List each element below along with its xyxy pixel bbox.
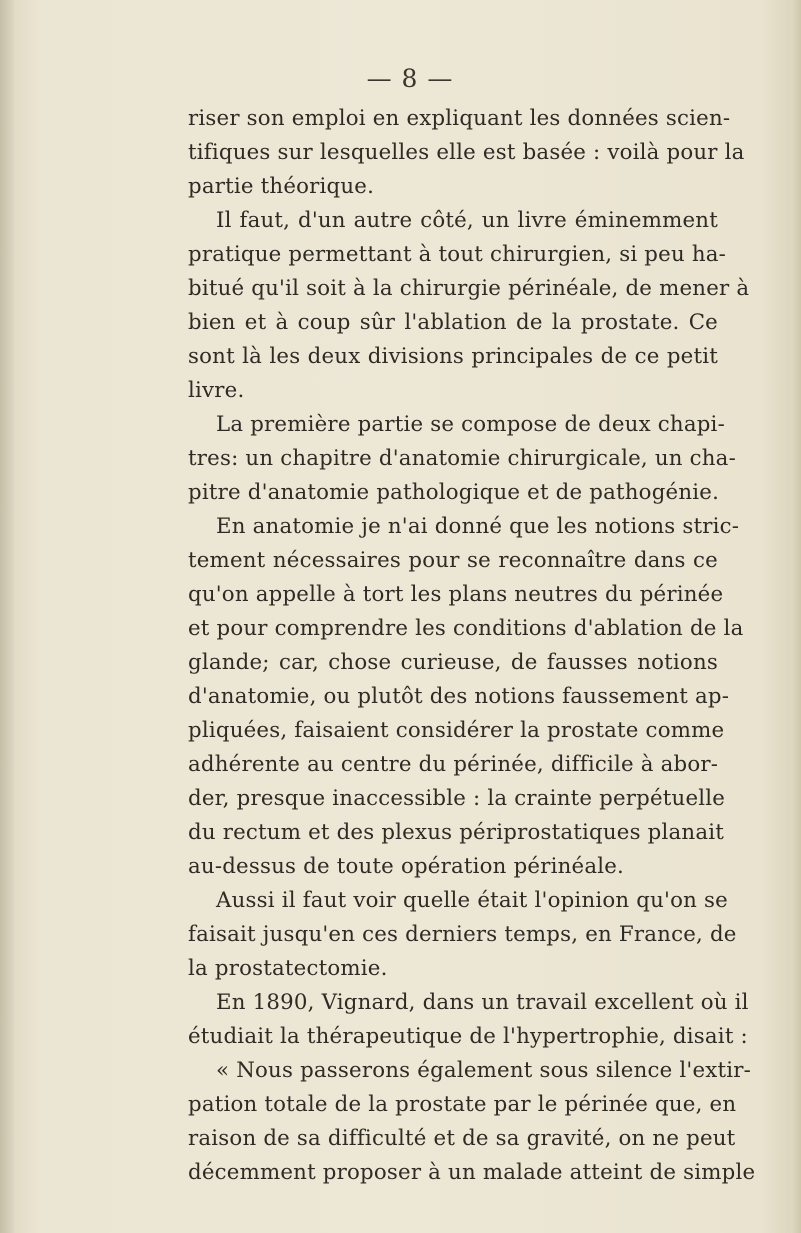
text-line: la prostatectomie. xyxy=(188,956,388,981)
text-line: pation totale de la prostate par le périnée que, en xyxy=(188,1092,737,1117)
text-line: d'anatomie, ou plutôt des notions faussement ap- xyxy=(188,684,730,709)
text-line: du rectum et des plexus périprostatiques planait xyxy=(188,820,725,845)
page-left-edge xyxy=(0,0,14,1233)
text-line: bitué qu'il soit à la chirurgie périnéale, de mener à xyxy=(188,276,750,301)
text-line: tres: un chapitre d'anatomie chirurgicale, un cha- xyxy=(188,446,736,471)
text-line: Aussi il faut voir quelle était l'opinion qu'on se xyxy=(216,888,728,913)
text-line: sont là les deux divisions principales de ce petit xyxy=(188,344,718,369)
text-line: bien et à coup sûr l'ablation de la prostate. Ce xyxy=(188,310,718,335)
text-line: « Nous passerons également sous silence l'extir- xyxy=(216,1058,752,1083)
text-line: En anatomie je n'ai donné que les notions stric- xyxy=(216,514,740,539)
text-line: décemment proposer à un malade atteint de simple xyxy=(188,1160,756,1185)
text-line: tifiques sur lesquelles elle est basée : voilà pour la xyxy=(188,140,745,165)
text-line: et pour comprendre les conditions d'ablation de la xyxy=(188,616,744,641)
text-line: qu'on appelle à tort les plans neutres du périnée xyxy=(188,582,724,607)
text-line: riser son emploi en expliquant les données scien- xyxy=(188,106,731,131)
text-line: En 1890, Vignard, dans un travail excellent où il xyxy=(216,990,749,1015)
text-line: pliquées, faisaient considérer la prostate comme xyxy=(188,718,725,743)
text-line: der, presque inaccessible : la crainte perpétuelle xyxy=(188,786,726,811)
text-line: faisait jusqu'en ces derniers temps, en France, de xyxy=(188,922,737,947)
page-right-edge xyxy=(791,0,801,1233)
text-line: partie théorique. xyxy=(188,174,375,199)
text-line: Il faut, d'un autre côté, un livre éminemment xyxy=(216,208,718,233)
text-line: tement nécessaires pour se reconnaître dans ce xyxy=(188,548,718,573)
text-line: étudiait la thérapeutique de l'hypertrophie, disait : xyxy=(188,1024,748,1049)
text-line: adhérente au centre du périnée, difficile à abor- xyxy=(188,752,719,777)
page-number: — 8 — xyxy=(366,64,454,93)
text-line: glande; car, chose curieuse, de fausses notions xyxy=(188,650,718,675)
text-line: raison de sa difficulté et de sa gravité, on ne peut xyxy=(188,1126,736,1151)
text-line: La première partie se compose de deux chapi- xyxy=(216,412,725,437)
text-line: pitre d'anatomie pathologique et de pathogénie. xyxy=(188,480,720,505)
body-text xyxy=(188,102,756,1190)
text-line: livre. xyxy=(188,378,245,403)
text-line: au-dessus de toute opération périnéale. xyxy=(188,854,624,879)
text-line: pratique permettant à tout chirurgien, si peu ha- xyxy=(188,242,727,267)
